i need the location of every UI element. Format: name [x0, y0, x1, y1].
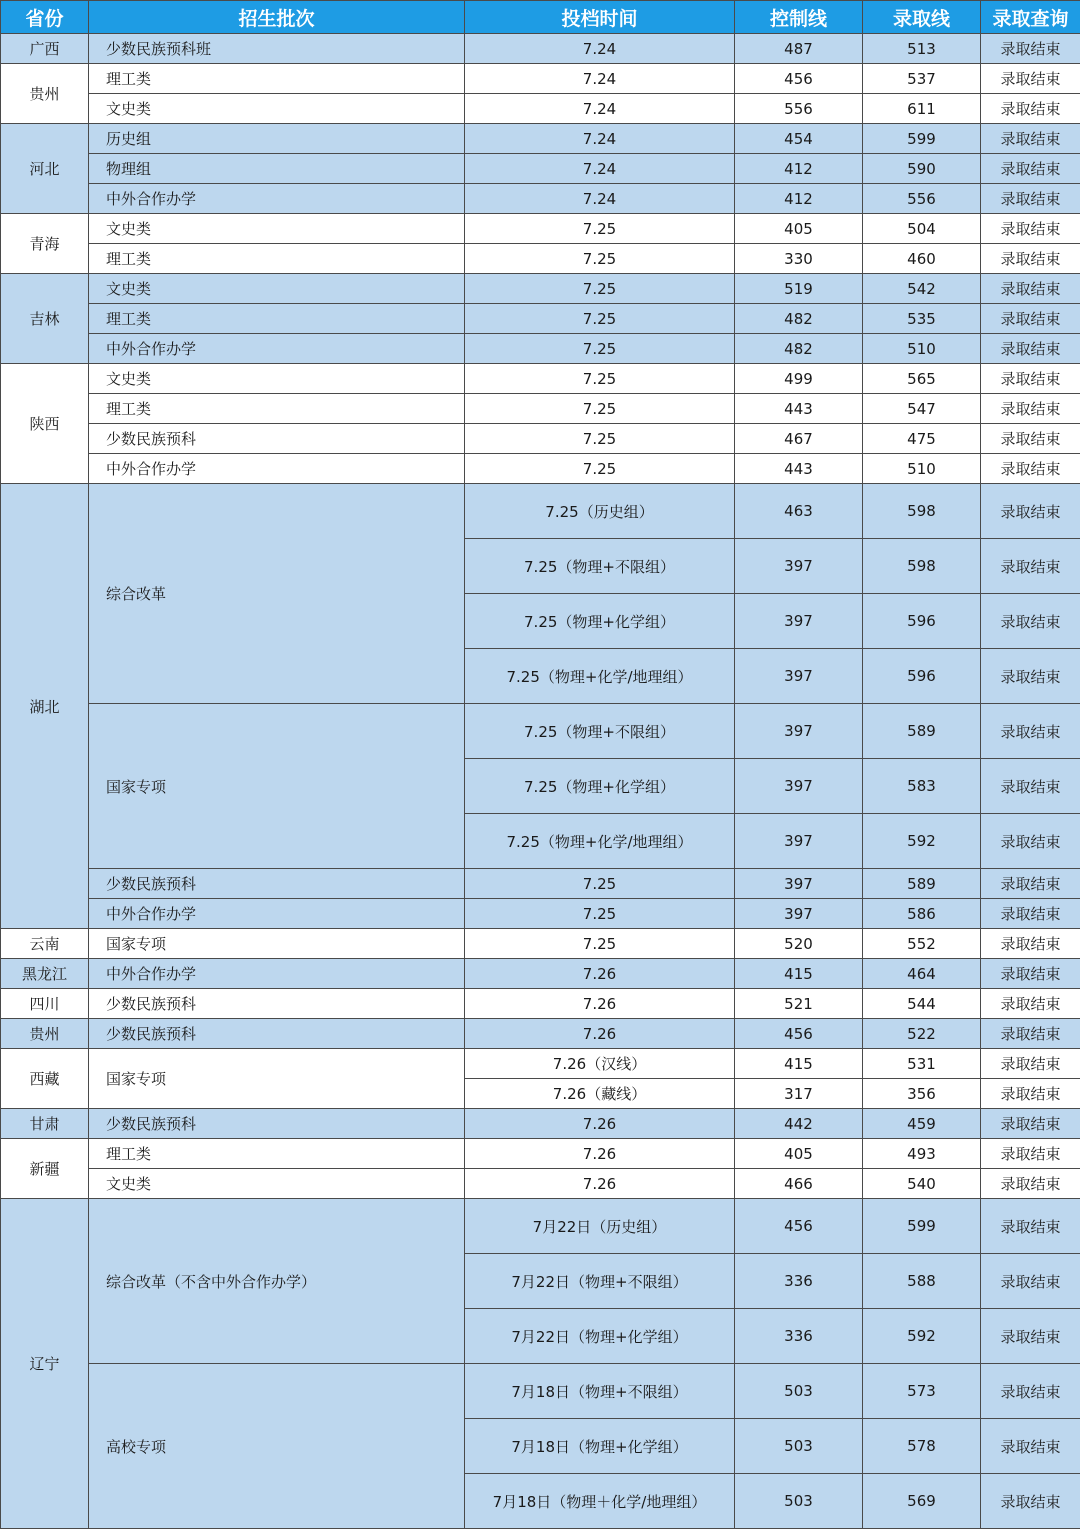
status-cell: 录取结束	[981, 124, 1080, 154]
batch-cell: 高校专项	[89, 1364, 465, 1529]
time-cell: 7.25（物理+化学/地理组）	[465, 814, 735, 869]
admission-line-cell: 493	[863, 1139, 981, 1169]
admission-line-cell: 531	[863, 1049, 981, 1079]
status-cell: 录取结束	[981, 1049, 1080, 1079]
status-cell: 录取结束	[981, 244, 1080, 274]
time-cell: 7月22日（历史组）	[465, 1199, 735, 1254]
time-cell: 7.24	[465, 94, 735, 124]
time-cell: 7.25	[465, 334, 735, 364]
status-cell: 录取结束	[981, 759, 1080, 814]
batch-cell: 少数民族预科	[89, 989, 465, 1019]
time-cell: 7.24	[465, 64, 735, 94]
status-cell: 录取结束	[981, 304, 1080, 334]
table-row	[1, 1049, 1080, 1079]
time-cell: 7.25	[465, 364, 735, 394]
status-cell: 录取结束	[981, 454, 1080, 484]
admission-line-cell: 537	[863, 64, 981, 94]
time-cell: 7.25（物理+不限组）	[465, 704, 735, 759]
admission-line-cell: 592	[863, 814, 981, 869]
admission-line-cell: 510	[863, 454, 981, 484]
control-line-cell: 503	[735, 1474, 863, 1529]
admission-line-cell: 590	[863, 154, 981, 184]
table-row	[1, 214, 1080, 244]
batch-cell: 文史类	[89, 364, 465, 394]
admission-line-cell: 611	[863, 94, 981, 124]
batch-cell: 少数民族预科	[89, 1109, 465, 1139]
header-control-line: 控制线	[735, 1, 863, 34]
control-line-cell: 556	[735, 94, 863, 124]
status-cell: 录取结束	[981, 484, 1080, 539]
table-row	[1, 304, 1080, 334]
batch-cell: 理工类	[89, 244, 465, 274]
control-line-cell: 463	[735, 484, 863, 539]
table-row	[1, 869, 1080, 899]
admission-line-cell: 598	[863, 484, 981, 539]
table-row	[1, 244, 1080, 274]
table-row	[1, 94, 1080, 124]
table-row	[1, 484, 1080, 539]
batch-cell: 理工类	[89, 1139, 465, 1169]
batch-cell: 文史类	[89, 1169, 465, 1199]
status-cell: 录取结束	[981, 64, 1080, 94]
status-cell: 录取结束	[981, 1419, 1080, 1474]
admission-line-cell: 589	[863, 869, 981, 899]
time-cell: 7.25	[465, 214, 735, 244]
control-line-cell: 503	[735, 1419, 863, 1474]
batch-cell: 少数民族预科班	[89, 34, 465, 64]
status-cell: 录取结束	[981, 1474, 1080, 1529]
batch-cell: 中外合作办学	[89, 959, 465, 989]
control-line-cell: 482	[735, 304, 863, 334]
batch-cell: 物理组	[89, 154, 465, 184]
control-line-cell: 336	[735, 1309, 863, 1364]
batch-cell: 综合改革	[89, 484, 465, 704]
control-line-cell: 454	[735, 124, 863, 154]
time-cell: 7.25	[465, 899, 735, 929]
batch-cell: 国家专项	[89, 1049, 465, 1109]
header-province: 省份	[1, 1, 89, 34]
admission-line-cell: 542	[863, 274, 981, 304]
admission-line-cell: 522	[863, 1019, 981, 1049]
batch-cell: 国家专项	[89, 929, 465, 959]
status-cell: 录取结束	[981, 869, 1080, 899]
admission-line-cell: 356	[863, 1079, 981, 1109]
admission-line-cell: 565	[863, 364, 981, 394]
control-line-cell: 456	[735, 1199, 863, 1254]
status-cell: 录取结束	[981, 274, 1080, 304]
table-row	[1, 1364, 1080, 1419]
time-cell: 7.26	[465, 1139, 735, 1169]
table-row	[1, 1019, 1080, 1049]
time-cell: 7.26	[465, 959, 735, 989]
control-line-cell: 330	[735, 244, 863, 274]
time-cell: 7.26（藏线）	[465, 1079, 735, 1109]
table-row	[1, 929, 1080, 959]
admission-line-cell: 589	[863, 704, 981, 759]
time-cell: 7.25	[465, 304, 735, 334]
admission-line-cell: 544	[863, 989, 981, 1019]
time-cell: 7.25（历史组）	[465, 484, 735, 539]
batch-cell: 理工类	[89, 304, 465, 334]
time-cell: 7.26	[465, 1019, 735, 1049]
control-line-cell: 397	[735, 539, 863, 594]
status-cell: 录取结束	[981, 1019, 1080, 1049]
control-line-cell: 466	[735, 1169, 863, 1199]
control-line-cell: 487	[735, 34, 863, 64]
time-cell: 7.25	[465, 274, 735, 304]
admission-line-cell: 475	[863, 424, 981, 454]
control-line-cell: 467	[735, 424, 863, 454]
batch-cell: 中外合作办学	[89, 184, 465, 214]
control-line-cell: 415	[735, 1049, 863, 1079]
table-row	[1, 34, 1080, 64]
admission-line-cell: 599	[863, 1199, 981, 1254]
time-cell: 7.25	[465, 929, 735, 959]
time-cell: 7.25	[465, 454, 735, 484]
time-cell: 7.24	[465, 124, 735, 154]
table-row	[1, 1199, 1080, 1254]
control-line-cell: 317	[735, 1079, 863, 1109]
header-batch: 招生批次	[89, 1, 465, 34]
batch-cell: 文史类	[89, 94, 465, 124]
control-line-cell: 397	[735, 869, 863, 899]
status-cell: 录取结束	[981, 184, 1080, 214]
admission-line-cell: 504	[863, 214, 981, 244]
admission-line-cell: 552	[863, 929, 981, 959]
province-cell: 新疆	[1, 1139, 89, 1199]
admission-line-cell: 586	[863, 899, 981, 929]
status-cell: 录取结束	[981, 929, 1080, 959]
admission-line-cell: 578	[863, 1419, 981, 1474]
admission-line-cell: 464	[863, 959, 981, 989]
status-cell: 录取结束	[981, 649, 1080, 704]
control-line-cell: 456	[735, 64, 863, 94]
table-row	[1, 704, 1080, 759]
admission-line-cell: 556	[863, 184, 981, 214]
status-cell: 录取结束	[981, 1109, 1080, 1139]
time-cell: 7.24	[465, 34, 735, 64]
control-line-cell: 397	[735, 649, 863, 704]
control-line-cell: 503	[735, 1364, 863, 1419]
table-row	[1, 424, 1080, 454]
status-cell: 录取结束	[981, 94, 1080, 124]
control-line-cell: 443	[735, 454, 863, 484]
status-cell: 录取结束	[981, 539, 1080, 594]
time-cell: 7.25	[465, 424, 735, 454]
table-row	[1, 364, 1080, 394]
admission-line-cell: 596	[863, 649, 981, 704]
control-line-cell: 521	[735, 989, 863, 1019]
admission-line-cell: 599	[863, 124, 981, 154]
time-cell: 7.25	[465, 869, 735, 899]
admission-line-cell: 583	[863, 759, 981, 814]
header-admission-line: 录取线	[863, 1, 981, 34]
status-cell: 录取结束	[981, 1364, 1080, 1419]
time-cell: 7.25（物理+化学组）	[465, 594, 735, 649]
batch-cell: 综合改革（不含中外合作办学）	[89, 1199, 465, 1364]
admission-line-cell: 592	[863, 1309, 981, 1364]
control-line-cell: 412	[735, 154, 863, 184]
status-cell: 录取结束	[981, 594, 1080, 649]
table-row	[1, 124, 1080, 154]
table-row	[1, 1109, 1080, 1139]
batch-cell: 理工类	[89, 394, 465, 424]
control-line-cell: 442	[735, 1109, 863, 1139]
control-line-cell: 405	[735, 1139, 863, 1169]
status-cell: 录取结束	[981, 1309, 1080, 1364]
batch-cell: 中外合作办学	[89, 899, 465, 929]
time-cell: 7.25	[465, 394, 735, 424]
admission-line-cell: 569	[863, 1474, 981, 1529]
control-line-cell: 520	[735, 929, 863, 959]
admission-line-cell: 596	[863, 594, 981, 649]
time-cell: 7.26	[465, 1109, 735, 1139]
status-cell: 录取结束	[981, 959, 1080, 989]
status-cell: 录取结束	[981, 34, 1080, 64]
time-cell: 7月18日（物理+不限组）	[465, 1364, 735, 1419]
table-row	[1, 959, 1080, 989]
control-line-cell: 456	[735, 1019, 863, 1049]
time-cell: 7.26（汉线）	[465, 1049, 735, 1079]
control-line-cell: 415	[735, 959, 863, 989]
batch-cell: 少数民族预科	[89, 424, 465, 454]
status-cell: 录取结束	[981, 154, 1080, 184]
province-cell: 西藏	[1, 1049, 89, 1109]
batch-cell: 少数民族预科	[89, 1019, 465, 1049]
admission-line-cell: 535	[863, 304, 981, 334]
admission-line-cell: 547	[863, 394, 981, 424]
time-cell: 7.26	[465, 989, 735, 1019]
province-cell: 河北	[1, 124, 89, 214]
status-cell: 录取结束	[981, 334, 1080, 364]
province-cell: 广西	[1, 34, 89, 64]
province-cell: 青海	[1, 214, 89, 274]
control-line-cell: 397	[735, 594, 863, 649]
control-line-cell: 397	[735, 759, 863, 814]
control-line-cell: 336	[735, 1254, 863, 1309]
table-row	[1, 1169, 1080, 1199]
province-cell: 辽宁	[1, 1199, 89, 1529]
header-admission-query: 录取查询	[981, 1, 1080, 34]
control-line-cell: 405	[735, 214, 863, 244]
province-cell: 云南	[1, 929, 89, 959]
admission-line-cell: 598	[863, 539, 981, 594]
status-cell: 录取结束	[981, 394, 1080, 424]
control-line-cell: 519	[735, 274, 863, 304]
batch-cell: 中外合作办学	[89, 334, 465, 364]
time-cell: 7.25	[465, 244, 735, 274]
status-cell: 录取结束	[981, 704, 1080, 759]
table-row	[1, 184, 1080, 214]
control-line-cell: 397	[735, 899, 863, 929]
control-line-cell: 499	[735, 364, 863, 394]
time-cell: 7月18日（物理+化学组）	[465, 1419, 735, 1474]
time-cell: 7.26	[465, 1169, 735, 1199]
table-row	[1, 154, 1080, 184]
batch-cell: 少数民族预科	[89, 869, 465, 899]
control-line-cell: 397	[735, 704, 863, 759]
admission-line-cell: 540	[863, 1169, 981, 1199]
status-cell: 录取结束	[981, 1169, 1080, 1199]
province-cell: 吉林	[1, 274, 89, 364]
batch-cell: 文史类	[89, 274, 465, 304]
table-row	[1, 394, 1080, 424]
time-cell: 7.25（物理+化学/地理组）	[465, 649, 735, 704]
control-line-cell: 397	[735, 814, 863, 869]
table-row	[1, 274, 1080, 304]
control-line-cell: 412	[735, 184, 863, 214]
header-time: 投档时间	[465, 1, 735, 34]
batch-cell: 历史组	[89, 124, 465, 154]
time-cell: 7.24	[465, 154, 735, 184]
province-cell: 陕西	[1, 364, 89, 484]
admission-line-cell: 588	[863, 1254, 981, 1309]
province-cell: 贵州	[1, 64, 89, 124]
batch-cell: 中外合作办学	[89, 454, 465, 484]
province-cell: 黑龙江	[1, 959, 89, 989]
admission-line-cell: 460	[863, 244, 981, 274]
table-row	[1, 899, 1080, 929]
province-cell: 贵州	[1, 1019, 89, 1049]
control-line-cell: 443	[735, 394, 863, 424]
table-row	[1, 1139, 1080, 1169]
admission-line-cell: 510	[863, 334, 981, 364]
time-cell: 7.25（物理+不限组）	[465, 539, 735, 594]
admission-line-cell: 513	[863, 34, 981, 64]
time-cell: 7.24	[465, 184, 735, 214]
time-cell: 7月22日（物理+化学组）	[465, 1309, 735, 1364]
status-cell: 录取结束	[981, 1079, 1080, 1109]
table-row	[1, 334, 1080, 364]
table-row	[1, 454, 1080, 484]
time-cell: 7.25（物理+化学组）	[465, 759, 735, 814]
status-cell: 录取结束	[981, 989, 1080, 1019]
time-cell: 7月22日（物理+不限组）	[465, 1254, 735, 1309]
province-cell: 湖北	[1, 484, 89, 929]
status-cell: 录取结束	[981, 1139, 1080, 1169]
status-cell: 录取结束	[981, 364, 1080, 394]
status-cell: 录取结束	[981, 814, 1080, 869]
status-cell: 录取结束	[981, 1254, 1080, 1309]
status-cell: 录取结束	[981, 214, 1080, 244]
batch-cell: 国家专项	[89, 704, 465, 869]
table-row	[1, 64, 1080, 94]
batch-cell: 文史类	[89, 214, 465, 244]
status-cell: 录取结束	[981, 424, 1080, 454]
admission-line-cell: 573	[863, 1364, 981, 1419]
status-cell: 录取结束	[981, 899, 1080, 929]
control-line-cell: 482	[735, 334, 863, 364]
status-cell: 录取结束	[981, 1199, 1080, 1254]
province-cell: 四川	[1, 989, 89, 1019]
table-row	[1, 989, 1080, 1019]
admission-line-cell: 459	[863, 1109, 981, 1139]
time-cell: 7月18日（物理＋化学/地理组）	[465, 1474, 735, 1529]
province-cell: 甘肃	[1, 1109, 89, 1139]
batch-cell: 理工类	[89, 64, 465, 94]
table-header-row	[1, 1, 1080, 34]
